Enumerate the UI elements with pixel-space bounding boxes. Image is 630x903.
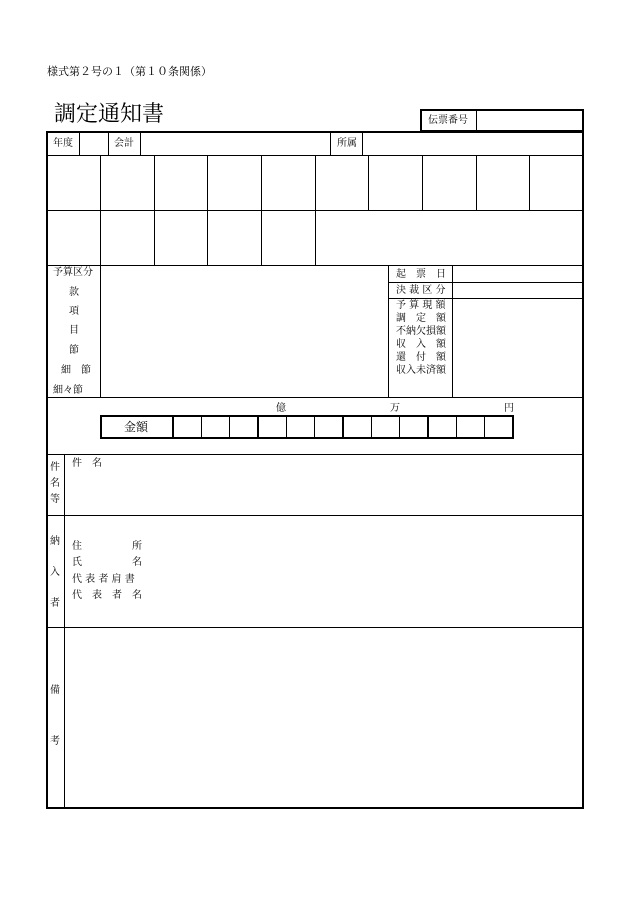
refund-amount-label: 還 付 額	[396, 352, 446, 363]
unit-yen: 円	[504, 403, 514, 414]
amount-label: 金額	[124, 420, 149, 434]
unpaid-amount-label: 収入未済額	[396, 365, 446, 376]
subject-side-1: 件	[50, 462, 60, 473]
amounts-field[interactable]	[454, 299, 582, 396]
remarks-side-1: 備	[50, 685, 60, 696]
unit-oku: 億	[276, 403, 286, 414]
budget-label-setsu: 節	[69, 345, 79, 356]
issue-date-field[interactable]	[454, 267, 582, 281]
form-title: 調定通知書	[54, 102, 165, 127]
accounting-field[interactable]	[142, 133, 329, 154]
subject-side-2: 名	[50, 478, 60, 489]
payer-address-label: 住 所	[72, 541, 142, 552]
budget-label-saisetsu: 細 節	[61, 365, 91, 376]
payer-rep-title-label: 代 表 者 肩 書	[72, 574, 135, 585]
remarks-side-2: 考	[50, 736, 60, 747]
budget-label-moku: 目	[69, 325, 79, 336]
deficit-amount-label: 不納欠損額	[396, 326, 446, 337]
budget-label-kan: 款	[69, 287, 79, 298]
payer-fields[interactable]	[150, 538, 582, 606]
budget-field[interactable]	[102, 267, 387, 396]
subject-name-label: 件 名	[72, 458, 102, 469]
budget-amount-label: 予 算 現 額	[396, 300, 446, 311]
form-number: 様式第２号の１（第１０条関係）	[47, 65, 212, 78]
assessed-amount-label: 調 定 額	[396, 313, 446, 324]
department-label: 所属	[337, 138, 357, 149]
department-field[interactable]	[364, 133, 582, 154]
accounting-label: 会計	[114, 138, 134, 149]
decision-type-field[interactable]	[454, 283, 582, 297]
fiscal-year-field[interactable]	[80, 133, 107, 154]
budget-label-saisaisetsu: 細々節	[53, 385, 83, 396]
payer-side-2: 入	[50, 567, 60, 578]
payer-side-3: 者	[50, 598, 60, 609]
slip-number-label: 伝票番号	[428, 115, 468, 126]
decision-type-label: 決 裁 区 分	[396, 285, 446, 296]
remarks-field[interactable]	[66, 629, 582, 807]
payer-side-1: 納	[50, 536, 60, 547]
subject-name-field[interactable]	[66, 474, 582, 514]
payer-name-label: 氏 名	[72, 557, 142, 568]
payer-rep-name-label: 代 表 者 名	[72, 590, 142, 601]
slip-number-field[interactable]	[478, 111, 582, 130]
budget-label-kou: 項	[69, 306, 79, 317]
amount-digits-field[interactable]	[175, 417, 512, 437]
fiscal-year-label: 年度	[53, 138, 73, 149]
code-grid[interactable]	[48, 157, 582, 264]
subject-side-3: 等	[50, 494, 60, 505]
budget-label-section: 予算区分	[53, 267, 93, 278]
received-amount-label: 収 入 額	[396, 339, 446, 350]
issue-date-label: 起 票 日	[396, 269, 446, 280]
unit-man: 万	[390, 403, 400, 414]
